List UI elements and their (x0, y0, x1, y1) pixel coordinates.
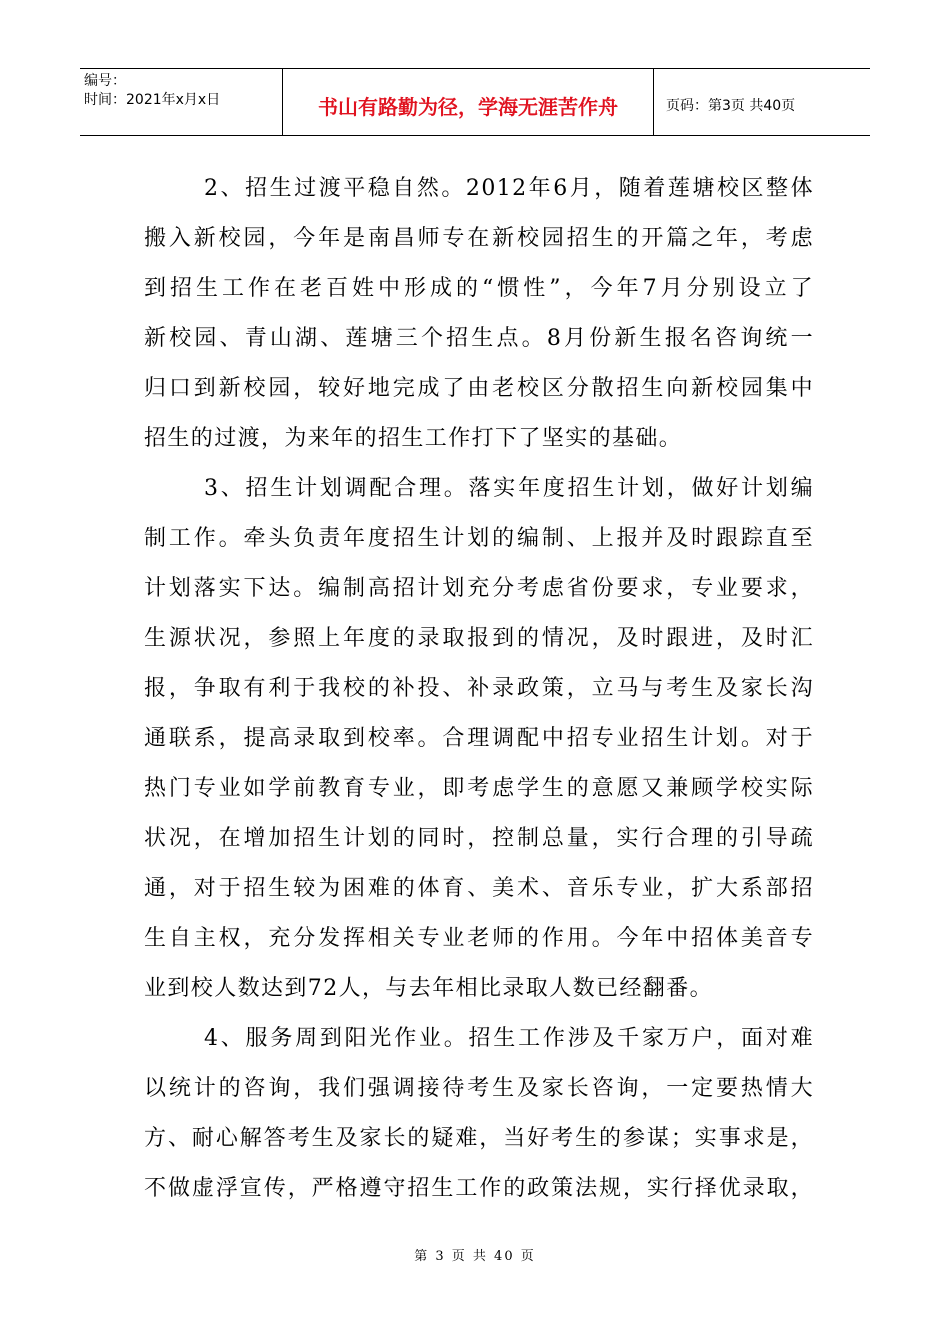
paragraph-3-line-1: 4、服务周到阳光作业。招生工作涉及千家万户，面对难 (204, 1026, 814, 1051)
page-footer: 第 3 页 共 40 页 (414, 1249, 536, 1264)
paragraph-1-line-6: 招生的过渡，为来年的招生工作打下了坚实的基础。 (144, 426, 683, 451)
paragraph-2-line-11: 业到校人数达到72人，与去年相比录取人数已经翻番。 (144, 976, 713, 1001)
paragraph-2-line-9: 通，对于招生较为困难的体育、美术、音乐专业，扩大系部招 (144, 876, 814, 901)
header-page-label: 页码：第3页 共40页 (666, 98, 796, 114)
paragraph-2-line-8: 状况，在增加招生计划的同时，控制总量，实行合理的引导疏 (144, 826, 814, 851)
paragraph-1-line-2: 搬入新校园，今年是南昌师专在新校园招生的开篇之年，考虑 (144, 226, 814, 251)
paragraph-2-line-6: 通联系，提高录取到校率。合理调配中招专业招生计划。对于 (144, 726, 814, 751)
header-motto: 书山有路勤为径，学海无涯苦作舟 (283, 69, 654, 135)
paragraph-2-line-10: 生自主权，充分发挥相关专业老师的作用。今年中招体美音专 (144, 926, 814, 951)
number-label: 编号： (84, 73, 126, 89)
paragraph-2-line-3: 计划落实下达。编制高招计划充分考虑省份要求，专业要求， (144, 576, 814, 601)
paragraph-2-line-5: 报，争取有利于我校的补投、补录政策，立马与考生及家长沟 (144, 676, 814, 701)
header-meta (80, 69, 283, 135)
paragraph-3-line-4: 不做虚浮宣传，严格遵守招生工作的政策法规，实行择优录取， (144, 1176, 814, 1201)
paragraph-2-line-4: 生源状况，参照上年度的录取报到的情况，及时跟进，及时汇 (144, 626, 814, 651)
paragraph-1-line-1: 2、招生过渡平稳自然。2012年6月，随着莲塘校区整体 (204, 176, 814, 201)
paragraph-1-line-3: 到招生工作在老百姓中形成的“惯性”，今年7月分别设立了 (144, 276, 814, 301)
paragraph-1-line-4: 新校园、青山湖、莲塘三个招生点。8月份新生报名咨询统一 (144, 326, 814, 351)
paragraph-3-line-2: 以统计的咨询，我们强调接待考生及家长咨询，一定要热情大 (144, 1076, 814, 1101)
document-header (80, 68, 870, 136)
paragraph-1-line-5: 归口到新校园，较好地完成了由老校区分散招生向新校园集中 (144, 376, 814, 401)
paragraph-2-line-2: 制工作。牵头负责年度招生计划的编制、上报并及时跟踪直至 (144, 526, 814, 551)
paragraph-3-line-3: 方、耐心解答考生及家长的疑难，当好考生的参谋；实事求是， (144, 1126, 814, 1151)
time-label: 时间：2021年x月x日 (84, 92, 221, 108)
paragraph-2-line-1: 3、招生计划调配合理。落实年度招生计划，做好计划编 (204, 476, 814, 501)
document-body (144, 164, 814, 1214)
paragraph-2-line-7: 热门专业如学前教育专业，即考虑学生的意愿又兼顾学校实际 (144, 776, 814, 801)
